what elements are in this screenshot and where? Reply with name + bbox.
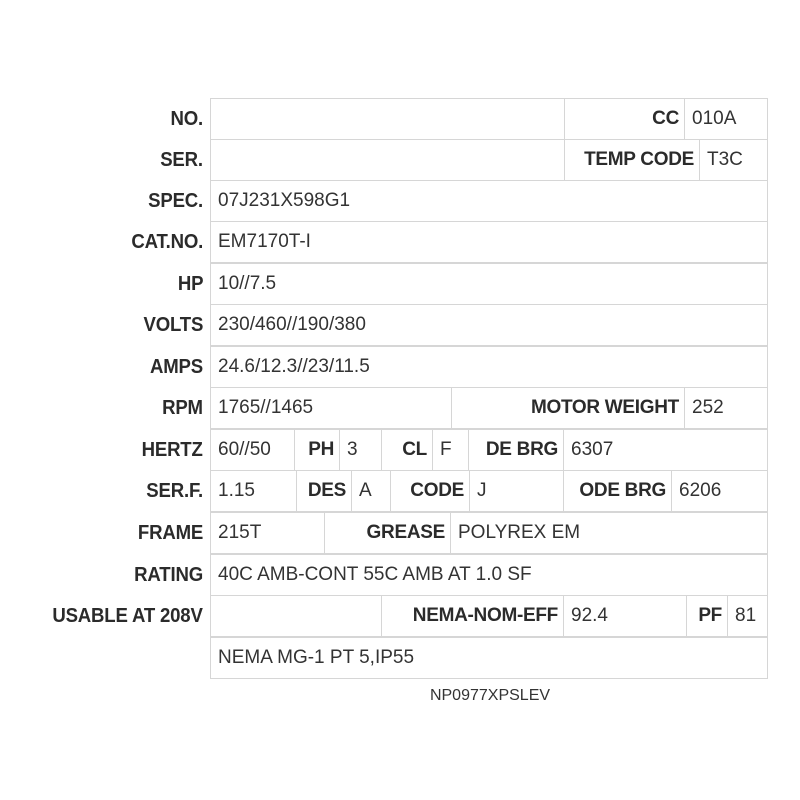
label-temp-code: TEMP CODE	[564, 139, 700, 181]
value-de-brg: 6307	[563, 429, 768, 471]
value-code: J	[469, 470, 564, 512]
label-usable-at-208v: USABLE AT 208V	[52, 605, 203, 627]
label-hertz: HERTZ	[141, 439, 203, 461]
value-nema-nom-eff: 92.4	[563, 595, 687, 637]
label-frame: FRAME	[137, 522, 203, 544]
label-cl: CL	[381, 429, 433, 471]
value-cat-no: EM7170T-I	[210, 221, 768, 263]
label-rpm: RPM	[162, 397, 203, 419]
value-frame: 215T	[210, 512, 325, 554]
label-motor-weight: MOTOR WEIGHT	[451, 387, 685, 429]
value-usable-at-208v	[210, 595, 382, 637]
value-cl: F	[432, 429, 469, 471]
value-ph: 3	[339, 429, 382, 471]
label-hp: HP	[177, 273, 203, 295]
value-ser-f: 1.15	[210, 470, 297, 512]
value-pf: 81	[727, 595, 768, 637]
value-hertz: 60//50	[210, 429, 295, 471]
value-rating: 40C AMB-CONT 55C AMB AT 1.0 SF	[210, 554, 768, 596]
label-ser-f: SER.F.	[146, 480, 203, 502]
label-de-brg: DE BRG	[468, 429, 564, 471]
value-hp: 10//7.5	[210, 263, 768, 305]
label-cat-no: CAT.NO.	[131, 231, 203, 253]
value-grease: POLYREX EM	[450, 512, 768, 554]
label-grease: GREASE	[324, 512, 451, 554]
label-ode-brg: ODE BRG	[563, 470, 672, 512]
value-ser	[210, 139, 565, 181]
value-rpm: 1765//1465	[210, 387, 452, 429]
label-amps: AMPS	[150, 356, 203, 378]
value-des: A	[351, 470, 391, 512]
label-code: CODE	[390, 470, 470, 512]
label-pf: PF	[686, 595, 728, 637]
part-number: NP0977XPSLEV	[429, 687, 551, 704]
value-temp-code: T3C	[699, 139, 768, 181]
value-amps: 24.6/12.3//23/11.5	[210, 346, 768, 388]
label-volts: VOLTS	[143, 314, 203, 336]
label-cc: CC	[564, 98, 685, 140]
label-nema-nom-eff: NEMA-NOM-EFF	[381, 595, 564, 637]
label-ser: SER.	[160, 149, 203, 171]
label-des: DES	[296, 470, 352, 512]
value-motor-weight: 252	[684, 387, 768, 429]
value-nema-mg1: NEMA MG-1 PT 5,IP55	[210, 637, 768, 679]
value-ode-brg: 6206	[671, 470, 768, 512]
value-no	[210, 98, 565, 140]
label-spec: SPEC.	[148, 190, 203, 212]
label-ph: PH	[294, 429, 340, 471]
value-spec: 07J231X598G1	[210, 180, 768, 222]
value-volts: 230/460//190/380	[210, 304, 768, 346]
value-cc: 010A	[684, 98, 768, 140]
label-no: NO.	[170, 108, 203, 130]
label-rating: RATING	[134, 564, 203, 586]
